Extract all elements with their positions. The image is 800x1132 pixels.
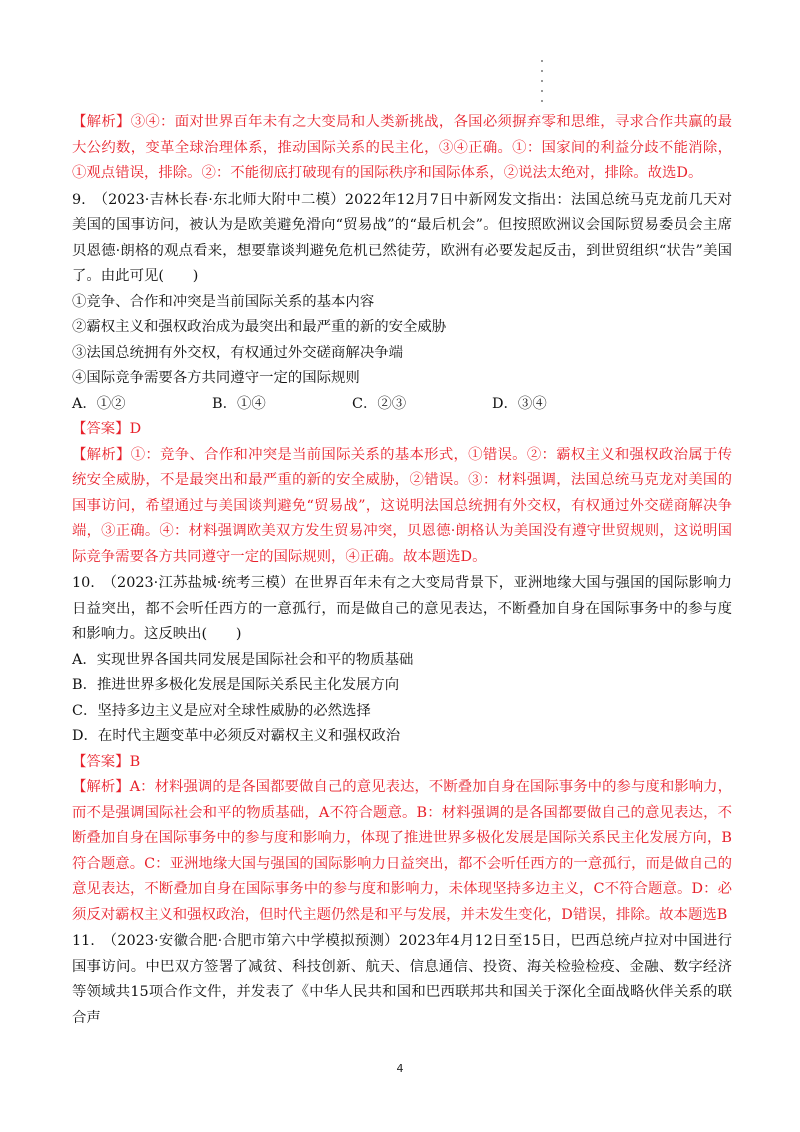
q9-option-3: ③法国总统拥有外交权，有权通过外交磋商解决争端	[72, 344, 403, 361]
q8-analysis: 【解析】③④：面对世界百年未有之大变局和人类新挑战，各国必须摒弃零和思维，寻求合作共赢的最大公约数，变革全球治理体系，推动国际关系的民主化，③④正确。①：国家间的利益分歧不能消除，①观点错误，排除。②：不能彻底打破现有的国际秩序和国际体系，②说法太绝对，排除。故选D。	[72, 114, 732, 181]
q9-choice-a: A．①②	[72, 395, 126, 412]
q9-stem: 9. （2023·吉林长春·东北师大附中二模）2022年12月7日中新网发文指出：法国总统马克龙前几天对美国的国事访问，被认为是欧美避免滑向“贸易战”的“最后机会”。但按照欧洲议会国际贸易委员会主席贝恩德·朗格的观点看来，想要靠谈判避免危机已然徒劳，欧洲有必要发起反击，到世贸组织“状告”美国了。由此可见( )	[72, 191, 732, 284]
q10-analysis: 【解析】A：材料强调的是各国都要做自己的意见表达，不断叠加自身在国际事务中的参与度和影响力，而不是强调国际社会和平的物质基础，A不符合题意。B：材料强调的是各国都要做自己的意见表达，不断叠加自身在国际事务中的参与度和影响力，体现了推进世界多极化发展是国际关系民主化发展方向，B符合题意。C：亚洲地缘大国与强国的国际影响力日益突出，都不会听任西方的一意孤行，而是做自己的意见表达，不断叠加自身在国际事务中的参与度和影响力，未体现坚持多边主义，C不符合题意。D：必须反对霸权主义和强权政治，但时代主题仍然是和平与发展，并未发生变化，D错误，排除。故本题选B	[72, 779, 732, 923]
q11-stem: 11. （2023·安徽合肥·合肥市第六中学模拟预测）2023年4月12日至15日，巴西总统卢拉对中国进行国事访问。中巴双方签署了减贫、科技创新、航天、信息通信、投资、海关检验检疫、金融、数字经济等领域共15项合作文件，并发表了《中华人民共和国和巴西联邦共和国关于深化全面战略伙伴关系的联合声	[72, 933, 732, 1026]
q9-analysis: 【解析】①：竞争、合作和冲突是当前国际关系的基本形式，①错误。②：霸权主义和强权政治属于传统安全威胁，不是最突出和最严重的新的安全威胁，②错误。③：材料强调，法国总统马克龙对美国的国事访问，希望通过与美国谈判避免“贸易战”，这说明法国总统拥有外交权，有权通过外交磋商解决争端，③正确。④：材料强调欧美双方发生贸易冲突，贝恩德·朗格认为美国没有遵守世贸规则，这说明国际竞争需要各方共同遵守一定的国际规则，④正确。故本题选D。	[72, 446, 732, 565]
q10-option-c: C．坚持多边主义是应对全球性威胁的必然选择	[72, 702, 371, 719]
q9-option-4: ④国际竞争需要各方共同遵守一定的国际规则	[72, 370, 360, 386]
margin-dots	[541, 60, 547, 110]
q9-choice-d: D．③④	[492, 395, 547, 412]
q10-option-b: B．推进世界多极化发展是国际关系民主化发展方向	[72, 677, 400, 693]
q10-option-a: A．实现世界各国共同发展是国际社会和平的物质基础	[72, 651, 414, 668]
q9-choice-b: B．①④	[212, 395, 266, 412]
q9-answer: 【答案】D	[72, 421, 142, 437]
q10-answer: 【答案】B	[72, 753, 141, 770]
q9-choice-c: C．②③	[352, 395, 407, 412]
q9-choices	[72, 392, 732, 418]
q9-option-1: ①竞争、合作和冲突是当前国际关系的基本内容	[72, 293, 375, 310]
q10-stem: 10. （2023·江苏盐城·统考三模）在世界百年未有之大变局背景下，亚洲地缘大国与强国的国际影响力日益突出，都不会听任西方的一意孤行，而是做自己的意见表达，不断叠加自身在国际事务中的参与度和影响力。这反映出( )	[72, 575, 732, 642]
q10-option-d: D．在时代主题变革中必须反对霸权主义和强权政治	[72, 728, 401, 744]
page-number: 4	[396, 1062, 404, 1075]
q9-option-2: ②霸权主义和强权政治成为最突出和最严重的新的安全威胁	[72, 319, 447, 335]
page-content	[72, 110, 732, 1031]
